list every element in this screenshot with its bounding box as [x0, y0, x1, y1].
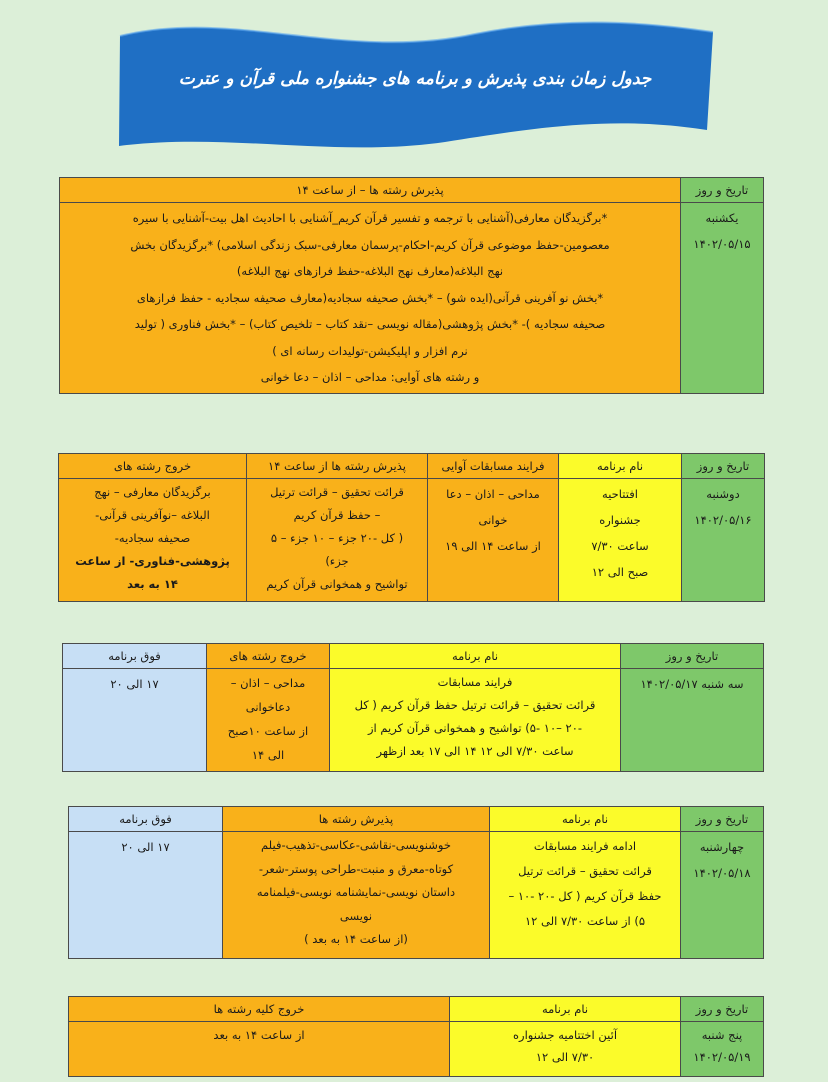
- line: معصومین-حفظ موضوعی قرآن کریم-احکام-پرسمان معارفی-سبک زندگی اسلامی) *برگزیدگان بخش: [130, 237, 610, 252]
- line: حفظ قرآن کریم ( کل -۲۰ -۱۰ –: [508, 889, 662, 903]
- header-date-day: تاریخ و روز: [681, 178, 764, 203]
- audio-contest-cell: [428, 479, 559, 602]
- line: نرم افزار و اپلیکیشن-تولیدات رسانه ای ): [272, 343, 468, 358]
- date-cell: [681, 832, 764, 959]
- line: پژوهشی-فناوری- از ساعت: [75, 554, 230, 568]
- line: مداحی – اذان –: [230, 676, 306, 690]
- line: ساعت ۷/۳۰: [591, 539, 649, 553]
- date: ۱۴۰۲/۰۵/۱۵: [693, 237, 751, 251]
- line: و رشته های آوایی: مداحی – اذان – دعا خوانی: [260, 370, 480, 384]
- program-cell: [559, 479, 682, 602]
- date-cell: سه شنبه ۱۴۰۲/۰۵/۱۷: [621, 669, 764, 772]
- line: نویسی: [339, 908, 373, 923]
- weekday: پنج شنبه: [701, 1028, 743, 1042]
- line: از ساعت ۱۴ الی ۱۹: [445, 539, 541, 553]
- date-cell: [682, 479, 765, 602]
- line: افتتاحیه: [602, 487, 638, 501]
- schedule-table-day3: [62, 643, 764, 772]
- header-extra-program: فوق برنامه: [69, 807, 223, 832]
- page-title: جدول زمان بندی پذیرش و برنامه های جشنواره ملی قرآن و عترت: [178, 69, 652, 89]
- program-cell: [450, 1022, 681, 1077]
- line: (از ساعت ۱۴ به بعد ): [304, 932, 408, 946]
- title-banner: [115, 14, 715, 152]
- header-date-day: تاریخ و روز: [681, 807, 764, 832]
- exit-cell: از ساعت ۱۴ به بعد: [69, 1022, 450, 1077]
- line: – حفظ قرآن کریم: [293, 508, 381, 522]
- line: ساعت ۷/۳۰ الی ۱۲ ۱۴ الی ۱۷ بعد ازظهر: [376, 744, 574, 758]
- line: *برگزیدگان معارفی(آشنایی با ترجمه و تفسیر قرآن کریم_آشنایی با احادیث اهل بیت-آشنایی با سیره: [132, 211, 608, 225]
- line: قرائت تحقیق – قرائت ترتیل: [270, 485, 404, 499]
- extra-program-cell: ۱۷ الی ۲۰: [69, 832, 223, 959]
- header-acceptance: پذیرش رشته ها – از ساعت ۱۴: [60, 178, 681, 203]
- date: ۱۴۰۲/۰۵/۱۹: [693, 1050, 751, 1064]
- line: آئین اختتامیه جشنواره: [512, 1028, 618, 1042]
- header-date-day: تاریخ و روز: [621, 644, 764, 669]
- line: خوانی: [478, 513, 508, 527]
- weekday: دوشنبه: [706, 487, 740, 501]
- line: قرائت تحقیق – قرائت ترتیل حفظ قرآن کریم ( کل: [354, 698, 596, 712]
- schedule-table-day5: [68, 996, 764, 1077]
- acceptance-cell: [60, 203, 681, 394]
- line: صحیفه سجادیه )- *بخش پژوهشی(مقاله نویسی –نقد کتاب – تلخیص کتاب) – *بخش فناوری ( تولید: [134, 317, 606, 331]
- header-date-day: تاریخ و روز: [681, 997, 764, 1022]
- line: قرائت تحقیق – قرائت ترتیل: [518, 864, 652, 878]
- acceptance-cell: [223, 832, 490, 959]
- line: داستان نویسی-نمایشنامه نویسی-فیلمنامه: [256, 885, 456, 899]
- line: ۷/۳۰ الی ۱۲: [535, 1050, 595, 1064]
- line: صحیفه سجادیه-: [114, 531, 191, 545]
- header-program: نام برنامه: [559, 454, 682, 479]
- header-exit: خروج رشته های: [59, 454, 247, 479]
- acceptance-cell: [247, 479, 428, 602]
- line: نهج البلاغه(معارف نهج البلاغه-حفظ فرازهای نهج البلاغه): [236, 264, 504, 278]
- header-acceptance: پذیرش رشته ها: [223, 807, 490, 832]
- line: -۲۰ –۱۰ -۵) تواشیح و همخوانی قرآن کریم از: [367, 721, 583, 735]
- exit-cell: [59, 479, 247, 602]
- line: جشنواره: [599, 513, 641, 527]
- schedule-table-day2: [58, 453, 765, 602]
- exit-cell: [207, 669, 330, 772]
- header-exit: خروج رشته های: [207, 644, 330, 669]
- line: ( کل -۲۰ جزء – ۱۰ جزء – ۵: [270, 531, 404, 545]
- extra-program-cell: ۱۷ الی ۲۰: [63, 669, 207, 772]
- weekday: یکشنبه: [705, 211, 739, 225]
- line: فرایند مسابقات: [437, 675, 513, 689]
- schedule-table-day1: [59, 177, 764, 394]
- header-audio-contest: فرایند مسابقات آوایی: [428, 454, 559, 479]
- header-acceptance: پذیرش رشته ها از ساعت ۱۴: [247, 454, 428, 479]
- program-cell: [330, 669, 621, 772]
- line: از ساعت ۱۰صبح: [227, 724, 309, 738]
- line: البلاغه –نوآفرینی قرآنی-: [95, 508, 210, 522]
- header-extra-program: فوق برنامه: [63, 644, 207, 669]
- date: ۱۴۰۲/۰۵/۱۶: [694, 513, 752, 527]
- program-cell: [490, 832, 681, 959]
- header-date-day: تاریخ و روز: [682, 454, 765, 479]
- line: مداحی – اذان – دعا: [446, 487, 540, 501]
- header-program: نام برنامه: [490, 807, 681, 832]
- line: ۵) از ساعت ۷/۳۰ الی ۱۲: [524, 914, 646, 928]
- header-program: نام برنامه: [450, 997, 681, 1022]
- line: تواشیح و همخوانی قرآن کریم: [266, 577, 408, 591]
- line: دعاخوانی: [245, 700, 291, 714]
- line: ادامه فرایند مسابقات: [533, 839, 637, 853]
- schedule-table-day4: [68, 806, 764, 959]
- line: الی ۱۴: [251, 748, 285, 762]
- line: ۱۴ به بعد: [127, 577, 178, 591]
- date: ۱۴۰۲/۰۵/۱۸: [693, 866, 751, 880]
- line: جزء): [325, 554, 349, 568]
- line: *بخش نو آفرینی قرآنی(ایده شو) – *بخش صحیفه سجادیه(معارف صحیفه سجادیه - حفظ فرازهای: [136, 290, 604, 305]
- line: خوشنویسی-نقاشی-عکاسی-تذهیب-فیلم: [261, 838, 451, 852]
- header-program: نام برنامه: [330, 644, 621, 669]
- date-cell: [681, 1022, 764, 1077]
- header-exit-all: خروج کلیه رشته ها: [69, 997, 450, 1022]
- weekday: چهارشنبه: [699, 840, 745, 854]
- line: برگزیدگان معارفی – نهج: [94, 485, 211, 499]
- line: کوتاه-معرق و منبت-طراحی پوستر-شعر-: [258, 861, 454, 876]
- date-cell: [681, 203, 764, 394]
- line: صبح الی ۱۲: [591, 565, 649, 579]
